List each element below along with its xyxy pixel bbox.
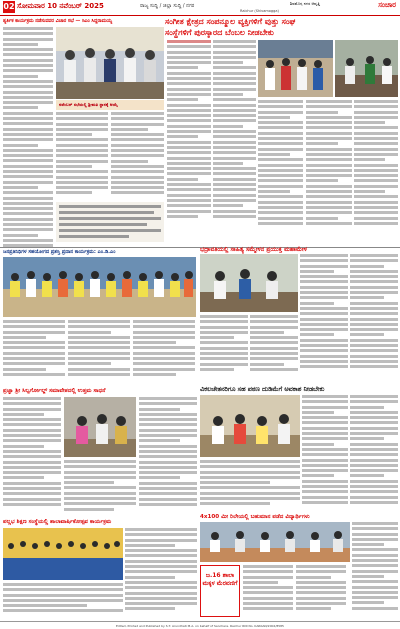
imprint-footer: Edited, Printed and Published by S.T. Arundhati M.A. on behalf of Sanchara. Raichur RNI No. KARKAN/2002/8585 — [0, 621, 400, 629]
event-photo-stage — [335, 40, 398, 97]
masthead — [0, 0, 400, 14]
headline-top-right-1: ಸಂಗೀತ ಕ್ಷೇತ್ರದ ಸಂಪನ್ಮೂಲ ವ್ಯಕ್ತಿಗಳಿಗೆ ವುತ್ತು ಸಂಘ — [165, 17, 296, 26]
headline-lower-left: ಪ್ರಜ್ಞಾ ಶ್ರೀ ಸಿಲ್ವರ್ಗೋಲ್ಡ್ ಸಮಾವೇಶದಲ್ಲಿ ಉತ್ತಮ ಸಾಧನೆ — [3, 388, 106, 394]
headline-top-right-2: ಸಂಸ್ಥೆಗಳಿಗೆ ಪುರಸ್ಕಾರದ ಬೆಂಬಲ ನೀಡಬೇಕು — [165, 28, 274, 37]
feature-tag-box: ಜ.16 ಶಾಲಾ ಮಕ್ಕಳ ಮೆರವಣಿಗೆ — [200, 565, 240, 617]
headline-top-left: ಶ್ಯರ್ತಿಕ ಕಾರ್ಯಕ್ರಮ ನಡೆಸುವವರ ವಿಚಾರ ಸಭೆ — ಸಿಎಂ ಸಿದ್ದರಾಮಯ್ಯ — [3, 19, 113, 24]
article-text-col23 — [3, 583, 123, 619]
section-labels: ರಾಜ್ಯ ಸುದ್ದಿ / ಜಿಲ್ಲಾ ಸುದ್ದಿ / ನಗರ — [140, 3, 195, 9]
brand-subtitle: Raichur (Shivamogga) — [240, 9, 279, 13]
headline-lower-right: ವಿಕಲಚೇತನರಿಗೂ ಸಹ ಪಠಣ ದುಡಿಮೆಗೆ ಅವಕಾಶ ನೀಡಬೇಕು — [200, 385, 325, 393]
article-text-col24 — [243, 565, 293, 618]
headline-bottom-left: ಪಲ್ಲಭ ಶಿಕ್ಷಣ ಸಂಸ್ಥೆಯಲ್ಲಿ ಶಾಲಾವಾರ್ಷಿಕೋತ್ಸವ ಕಾರ್ಯಕ್ರಮ — [3, 519, 112, 525]
article-text-col6 — [258, 100, 303, 235]
group-photo-school — [3, 528, 123, 580]
group-photo-relay — [200, 522, 350, 562]
article-text-col17 — [139, 397, 197, 517]
article-text-col9 — [300, 254, 348, 379]
article-text-col7 — [306, 100, 352, 235]
article-text-col3 — [111, 112, 164, 200]
event-photo-disabled-welfare — [200, 395, 300, 457]
article-text-col5 — [213, 40, 256, 230]
headline-middle-left: ಜನಪ್ರತಿನಿಧಿಗಳ ಸಹಯೋಗದ ಪ್ರಶಸ್ತಿ ಪ್ರದಾನ ಕಾರ್ಯಕ್ರಮ: ಎಂ.ಡಿ.ಎಂ — [3, 249, 116, 255]
event-photo-sahitya — [200, 254, 298, 312]
event-photo-small-left — [56, 202, 164, 242]
event-photo-felicitation — [258, 40, 333, 97]
article-text-col11 — [200, 315, 248, 380]
event-photo-silvergold — [64, 397, 136, 457]
article-text-col18 — [64, 460, 136, 517]
article-text-col8 — [354, 100, 398, 235]
article-text-col22 — [125, 528, 197, 618]
edition-label: ಶಿವಮೊಗ್ಗ ನಗರ ಆವೃತ್ತಿ — [290, 1, 320, 6]
header-rule — [0, 15, 400, 16]
article-text-col21 — [200, 460, 300, 510]
article-text-left-top — [3, 27, 53, 253]
photo-caption-banner: ನವೆಂಬರ್ ಸಭೆಯಲ್ಲಿ ಶ್ರೀಮತಿ ಸ್ಥಾನಕ್ಕೆ ಆಯ್ಕೆ — [56, 100, 164, 110]
article-text-col25 — [296, 565, 346, 618]
page-number: 02 — [3, 2, 15, 11]
article-text-col2 — [56, 112, 108, 200]
article-text-col19 — [302, 395, 348, 515]
article-text-col15 — [133, 320, 195, 384]
article-text-col4 — [167, 40, 211, 230]
issue-date: ಸೋಮವಾರ 10 ನವೆಂಬರ್ 2025 — [17, 2, 104, 10]
group-photo-awardees — [3, 257, 196, 317]
event-photo-dignitaries — [56, 27, 164, 99]
article-text-col26 — [352, 522, 398, 618]
brand-logo: ಸಂಚಾರ — [378, 1, 396, 9]
article-text-col12 — [250, 315, 298, 380]
article-text-col20 — [350, 395, 398, 515]
headline-bottom-right: 4x100 ಮೀ ರಿಲೇಯಲ್ಲಿ ಬಹುಮಾನ ಪಡೆದ ವಿದ್ಯಾರ್ಥಿಗಳು — [200, 514, 310, 520]
article-text-col10 — [350, 254, 398, 379]
article-text-col14 — [68, 320, 130, 384]
article-text-col13 — [3, 320, 65, 384]
article-text-col16 — [3, 397, 61, 517]
headline-middle-right: ಭದ್ರಾವತಿಯಲ್ಲಿ ಸಾಹಿತ್ಯ ಸಮ್ಮೇಳನ ಪ್ರಯುಕ್ತ ಮಹಾಮೇಳ — [200, 246, 307, 253]
